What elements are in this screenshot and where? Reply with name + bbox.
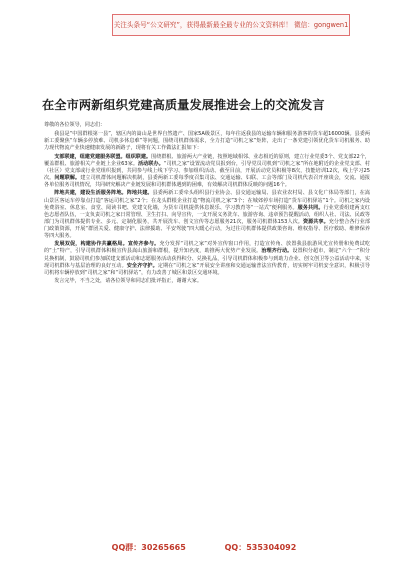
body-text: 我县是“中国群根第一县”，辖区内的嵩山是世界自然遗产、国家5A级景区，每年往返我县的运输车辆和服务游客的货车超16000辆。县委两新工委聚焦“车辆多停放难、司机多休息难”等问题，围绕司机群体需求，全力打造“司机之家”矩阵，走出了一条党建引领优化货车司机服务、助力现代物流产业快速健康发展的新路子，现将有关工作做法汇报如下： — [44, 131, 370, 152]
body-paragraph — [44, 131, 370, 152]
body-text: 行业党委组建两支红色志愿者队伍，一支负责司机之家日常管理、卫生打扫、向导宣传，一支开展义务洗车、旅游咨询、违章预告提醒活动，组织人社、司法、民政等部门为司机群体提供专业、多元、定制化服务，共开展洗车、创文宣传等志愿服务21次，服务司机群体153人次。 — [44, 204, 371, 225]
paragraph-list — [44, 131, 370, 285]
body-paragraph — [44, 241, 370, 276]
body-text: 发言完毕，不当之处，请各位领导和同志们批评指正，谢谢大家。 — [54, 278, 202, 285]
body-text: 定期在“司机之家”开展安全讲座和交通运输普法宣传教育，切实树牢司机安全意识，积极引导司机将车辆停放到“司机之家”和“司机驿站”，有力改善了城区和景区交通环境。 — [44, 262, 370, 276]
section-heading: 组织联建。 — [125, 153, 152, 160]
document-title: 在全市两新组织党建高质量发展推进会上的交流发言 — [42, 98, 325, 112]
section-heading: 阵地共建。 — [126, 190, 153, 197]
page-footer — [0, 542, 408, 553]
body-text: 设置积分超市，制定“六个一”积分兑换机制，鼓励司机们参加联建支部活动和志愿服务活动获得积分、兑换礼品，引导司机群体积极参与到助力企业、创文创卫等公益活动中来，实现司机群体与基层治理的良好互动。 — [44, 248, 371, 269]
body-text: 充分发挥“司机之家”对外宣传窗口作用，打造宣传角、放置我县旅游风光宣传册和免费试吃的“土”特产，引导司机群体积极宣传县嵩山旅游和群根，提升知名度，助推两大优势产业发展。 — [44, 241, 370, 255]
section-heading: 活动联办。 — [138, 160, 164, 167]
body-paragraph — [44, 190, 370, 240]
body-paragraph — [44, 278, 370, 285]
section-heading: 服务共同。 — [297, 204, 324, 211]
body-text: 围绕群根、旅游两大产业链，按照地域相邻、业态相近的原则，建立行业党委3个、党支部22个，覆盖群根、旅游相关产业链上企业63家。 — [44, 153, 370, 167]
section-heading: 发展双促，构建协作共赢格局。 — [54, 241, 128, 248]
section-heading: 治理齐行动。 — [261, 248, 293, 255]
section-heading: 安全齐守护。 — [126, 262, 158, 269]
body-paragraph — [44, 154, 370, 189]
section-heading: 宣传齐参与。 — [127, 241, 160, 248]
body-text: “司机之家”设置流动党员报到台，引导党员司机到“司机之家”所在地附近的企业党支部、村（社区）党支部或行业党组织报到，共同参与线上线下学习、参加组织活动、截至目前，开展活动党员积极等8次，技能培训12次，线上学习25次。 — [44, 160, 370, 181]
section-heading: 资源共享。 — [302, 218, 329, 225]
qq-group-text: QQ群：30265665 — [111, 543, 186, 552]
section-heading: 支部联建，组建党建服务联盟。 — [54, 153, 126, 160]
section-heading: 问题联解。 — [54, 174, 81, 181]
promo-banner: 关注头条号“公文研究”，获得最新最全最专业的公文资料库！ 微信：gongwen1 — [112, 14, 350, 36]
qq-contact-text: QQ：535304092 — [224, 543, 297, 552]
document-body — [44, 122, 370, 287]
salutation: 尊敬的各位领导，同志们： — [44, 122, 106, 128]
body-text: 建立司机群体问题解决机制，县委两新工委每季度召集司法、交通运输、妇联、工会等部门及司机代表召开座谈会，交流、通报各单位服务司机情况，共同研究解决产业链发展和司机群体遇到的困难，有效解决司机群体反映的问题16个。 — [44, 174, 370, 189]
body-text: 充分整合各行业部门政策资源，开展“群团关爱、健康守护、法律援助、平安驾驶”四大暖心行动，为过往司机群体提供政策咨询、维权指导、医疗救助、维修保养等四大服务。 — [44, 218, 370, 239]
section-heading: 阵地共建，建设生活服务阵地。 — [54, 190, 127, 197]
body-text: 县委两新工委牵头组织县行业协会、县交通运输局、县农业农村局、县文化广体局等部门，在嵩山景区客运车停靠点打造“客运司机之家”2个；在龙头群根企业打造“物流司机之家”3个；在城郊停车场打造“货车司机驿站”1个。司机之家内设免费浴室、休息室、食堂、阅读书吧、党建文化墙，为货车司机提供休息娱乐、学习教育等“一站式”便利服务。 — [44, 190, 370, 211]
